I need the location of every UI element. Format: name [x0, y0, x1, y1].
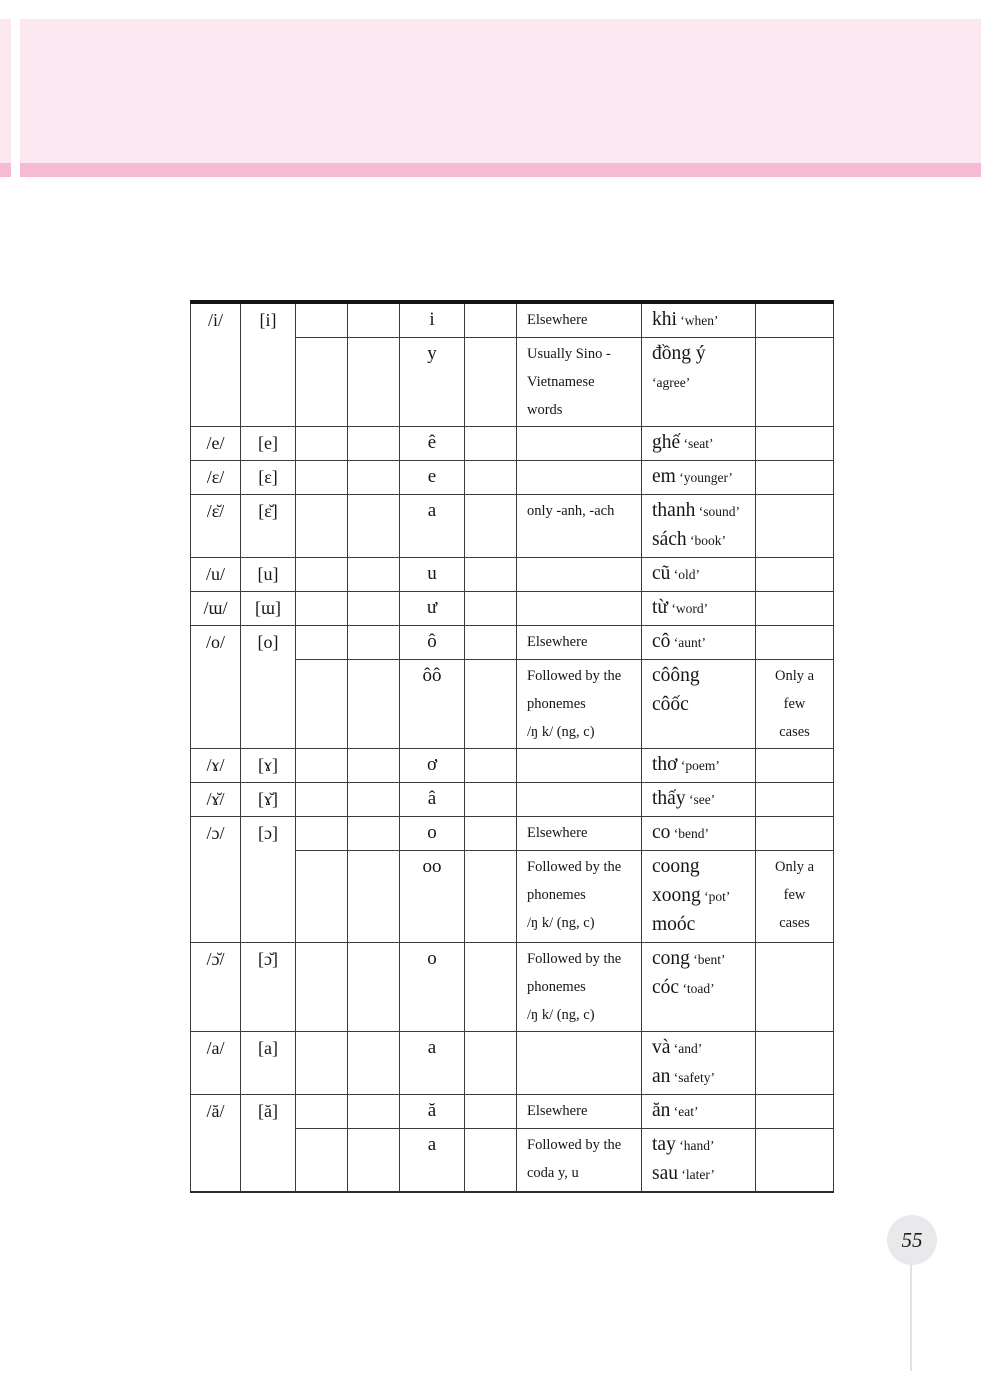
ipa-cell: [a]	[241, 1032, 296, 1095]
banner-left-strip-accent	[0, 163, 11, 177]
example-line	[652, 882, 751, 911]
example-gloss: ‘seat’	[680, 436, 714, 451]
empty-cell	[296, 592, 348, 626]
table-row	[191, 495, 834, 558]
example-word: khi	[652, 309, 677, 330]
table-row	[191, 427, 834, 461]
empty-cell	[348, 943, 400, 1032]
condition-cell	[517, 592, 642, 626]
letter-cell: y	[400, 338, 465, 427]
empty-cell	[296, 338, 348, 427]
example-gloss: ‘safety’	[670, 1070, 716, 1085]
example-gloss: ‘eat’	[670, 1104, 699, 1119]
condition-cell	[517, 943, 642, 1032]
note-cell	[756, 851, 834, 943]
empty-cell	[296, 943, 348, 1032]
empty-cell	[348, 302, 400, 338]
empty-cell	[465, 660, 517, 749]
note-cell	[756, 626, 834, 660]
example-word: thấy	[652, 788, 686, 809]
example-word: thơ	[652, 754, 678, 775]
phoneme-cell: /e/	[191, 427, 241, 461]
page-number-line	[910, 1263, 912, 1371]
example-line	[652, 1063, 751, 1092]
condition-line: Elsewhere	[527, 825, 588, 841]
table-row	[191, 592, 834, 626]
example-cell	[642, 1129, 756, 1193]
empty-cell	[296, 626, 348, 660]
empty-cell	[465, 1129, 517, 1193]
example-cell	[642, 783, 756, 817]
note-cell	[756, 943, 834, 1032]
table-row	[191, 558, 834, 592]
condition-line: words	[527, 402, 563, 418]
note-line: few	[783, 696, 806, 712]
empty-cell	[348, 1095, 400, 1129]
example-line	[652, 911, 751, 940]
empty-cell	[465, 495, 517, 558]
example-line	[652, 560, 751, 589]
example-line	[652, 526, 751, 555]
note-cell	[756, 495, 834, 558]
example-gloss: ‘pot’	[700, 889, 731, 904]
example-gloss: ‘later’	[678, 1167, 715, 1182]
letter-cell: oo	[400, 851, 465, 943]
example-cell	[642, 461, 756, 495]
condition-line: phonemes	[527, 979, 586, 995]
condition-line: Elsewhere	[527, 634, 588, 650]
letter-cell: e	[400, 461, 465, 495]
empty-cell	[348, 427, 400, 461]
example-cell	[642, 338, 756, 427]
example-cell	[642, 495, 756, 558]
example-gloss: ‘hand’	[675, 1138, 715, 1153]
example-line	[652, 463, 751, 492]
phoneme-cell: /ɔ̆/	[191, 943, 241, 1032]
condition-line: phonemes	[527, 887, 586, 903]
example-word: côốc	[652, 694, 689, 715]
empty-cell	[296, 851, 348, 943]
example-gloss: ‘bend’	[670, 826, 710, 841]
empty-cell	[296, 817, 348, 851]
condition-line: Followed by the	[527, 859, 622, 875]
example-line	[652, 853, 751, 882]
letter-cell: a	[400, 495, 465, 558]
example-cell	[642, 851, 756, 943]
banner-left-strip	[0, 19, 11, 177]
note-cell	[756, 749, 834, 783]
example-line	[652, 497, 751, 526]
example-word: và	[652, 1037, 671, 1058]
example-gloss: ‘and’	[670, 1041, 703, 1056]
empty-cell	[348, 592, 400, 626]
condition-cell	[517, 783, 642, 817]
empty-cell	[296, 749, 348, 783]
example-line	[652, 628, 751, 657]
example-word: tay	[652, 1134, 676, 1155]
ipa-cell: [ɔ̆]	[241, 943, 296, 1032]
empty-cell	[296, 302, 348, 338]
condition-line: Followed by the	[527, 668, 622, 684]
condition-line: coda y, u	[527, 1165, 579, 1181]
empty-cell	[465, 851, 517, 943]
ipa-cell: [u]	[241, 558, 296, 592]
condition-cell	[517, 338, 642, 427]
condition-line: Vietnamese	[527, 374, 595, 390]
table-row	[191, 302, 834, 338]
empty-cell	[348, 1129, 400, 1193]
letter-cell: ă	[400, 1095, 465, 1129]
example-line	[652, 306, 751, 335]
ipa-cell: [i]	[241, 302, 296, 427]
empty-cell	[296, 783, 348, 817]
note-cell	[756, 783, 834, 817]
note-cell	[756, 461, 834, 495]
ipa-cell: [ɔ]	[241, 817, 296, 943]
letter-cell: ô	[400, 626, 465, 660]
example-gloss: ‘poem’	[677, 758, 720, 773]
condition-cell	[517, 749, 642, 783]
example-gloss: ‘old’	[670, 567, 701, 582]
empty-cell	[465, 749, 517, 783]
example-line	[652, 1160, 751, 1189]
letter-cell: o	[400, 817, 465, 851]
example-word: coong	[652, 856, 700, 877]
example-word: em	[652, 466, 676, 487]
phoneme-cell: /ɤ̆/	[191, 783, 241, 817]
ipa-cell: [ɛ̆]	[241, 495, 296, 558]
note-cell	[756, 1095, 834, 1129]
example-gloss: ‘younger’	[675, 470, 733, 485]
condition-line: Followed by the	[527, 951, 622, 967]
page-number: 55	[901, 1227, 923, 1252]
example-cell	[642, 626, 756, 660]
empty-cell	[348, 851, 400, 943]
empty-cell	[465, 558, 517, 592]
example-line	[652, 340, 751, 369]
empty-cell	[348, 817, 400, 851]
ipa-cell: [e]	[241, 427, 296, 461]
example-word: từ	[652, 597, 668, 618]
ipa-cell: [o]	[241, 626, 296, 749]
example-gloss: ‘book’	[686, 533, 727, 548]
note-line: cases	[779, 724, 810, 740]
example-word: cong	[652, 948, 690, 969]
condition-line: /ŋ k/ (ng, c)	[527, 1007, 595, 1023]
example-gloss: ‘toad’	[679, 981, 715, 996]
empty-cell	[465, 461, 517, 495]
empty-cell	[296, 461, 348, 495]
condition-line: /ŋ k/ (ng, c)	[527, 915, 595, 931]
example-line	[652, 369, 751, 397]
example-word: thanh	[652, 500, 696, 521]
letter-cell: â	[400, 783, 465, 817]
letter-cell: ôô	[400, 660, 465, 749]
empty-cell	[348, 338, 400, 427]
letter-cell: ê	[400, 427, 465, 461]
empty-cell	[465, 783, 517, 817]
phoneme-cell: /i/	[191, 302, 241, 427]
phoneme-cell: /ă/	[191, 1095, 241, 1193]
example-word: đồng ý	[652, 343, 706, 364]
phoneme-cell: /ɔ/	[191, 817, 241, 943]
phoneme-cell: /ɛ̆/	[191, 495, 241, 558]
letter-cell: ư	[400, 592, 465, 626]
condition-line: /ŋ k/ (ng, c)	[527, 724, 595, 740]
note-cell	[756, 1032, 834, 1095]
condition-line: phonemes	[527, 696, 586, 712]
phoneme-cell: /u/	[191, 558, 241, 592]
note-cell	[756, 302, 834, 338]
condition-cell	[517, 1129, 642, 1193]
letter-cell: i	[400, 302, 465, 338]
example-gloss: ‘see’	[685, 792, 716, 807]
example-line	[652, 1097, 751, 1126]
example-cell	[642, 660, 756, 749]
letter-cell: a	[400, 1129, 465, 1193]
example-word: co	[652, 822, 671, 843]
condition-cell	[517, 1095, 642, 1129]
empty-cell	[296, 1129, 348, 1193]
note-cell	[756, 1129, 834, 1193]
empty-cell	[465, 943, 517, 1032]
empty-cell	[465, 1032, 517, 1095]
note-cell	[756, 558, 834, 592]
example-cell	[642, 427, 756, 461]
table-row	[191, 817, 834, 851]
note-line: Only a	[774, 859, 815, 875]
table-row	[191, 1095, 834, 1129]
empty-cell	[465, 817, 517, 851]
empty-cell	[465, 626, 517, 660]
empty-cell	[296, 1095, 348, 1129]
ipa-cell: [ɯ]	[241, 592, 296, 626]
example-line	[652, 691, 751, 720]
example-cell	[642, 558, 756, 592]
condition-cell	[517, 817, 642, 851]
condition-cell	[517, 851, 642, 943]
empty-cell	[465, 302, 517, 338]
header-banner-accent	[20, 163, 981, 177]
example-line	[652, 1131, 751, 1160]
example-cell	[642, 592, 756, 626]
example-word: cô	[652, 631, 671, 652]
example-cell	[642, 1095, 756, 1129]
vowel-spelling-table	[190, 300, 834, 1193]
table-row	[191, 783, 834, 817]
example-line	[652, 751, 751, 780]
condition-line: Usually Sino -	[527, 346, 611, 362]
condition-cell	[517, 302, 642, 338]
example-word: xoong	[652, 885, 701, 906]
vowel-table-body	[191, 302, 834, 1192]
condition-cell	[517, 495, 642, 558]
example-word: ăn	[652, 1100, 671, 1121]
example-line	[652, 785, 751, 814]
ipa-cell: [ɛ]	[241, 461, 296, 495]
example-gloss: ‘bent’	[689, 952, 726, 967]
note-cell	[756, 660, 834, 749]
empty-cell	[348, 749, 400, 783]
empty-cell	[465, 592, 517, 626]
phoneme-cell: /o/	[191, 626, 241, 749]
example-word: cóc	[652, 977, 680, 998]
example-cell	[642, 749, 756, 783]
note-line: cases	[779, 915, 810, 931]
example-line	[652, 662, 751, 691]
example-gloss: ‘sound’	[695, 504, 740, 519]
table-row	[191, 1032, 834, 1095]
empty-cell	[296, 495, 348, 558]
condition-line: only -anh, -ach	[527, 503, 615, 519]
empty-cell	[296, 558, 348, 592]
condition-cell	[517, 660, 642, 749]
example-word: cũ	[652, 563, 671, 584]
empty-cell	[348, 461, 400, 495]
example-line	[652, 974, 751, 1003]
example-word: moóc	[652, 914, 696, 935]
empty-cell	[348, 783, 400, 817]
example-line	[652, 819, 751, 848]
note-cell	[756, 817, 834, 851]
note-cell	[756, 592, 834, 626]
note-cell	[756, 338, 834, 427]
table-row	[191, 943, 834, 1032]
empty-cell	[296, 427, 348, 461]
condition-cell	[517, 427, 642, 461]
example-line	[652, 945, 751, 974]
example-cell	[642, 817, 756, 851]
example-word: sau	[652, 1163, 678, 1184]
ipa-cell: [ă]	[241, 1095, 296, 1193]
condition-cell	[517, 626, 642, 660]
condition-cell	[517, 1032, 642, 1095]
phoneme-cell: /ɤ/	[191, 749, 241, 783]
condition-cell	[517, 558, 642, 592]
empty-cell	[348, 1032, 400, 1095]
table-row	[191, 461, 834, 495]
condition-line: Followed by the	[527, 1137, 622, 1153]
letter-cell: u	[400, 558, 465, 592]
empty-cell	[348, 495, 400, 558]
empty-cell	[348, 626, 400, 660]
empty-cell	[465, 1095, 517, 1129]
ipa-cell: [ɤ]	[241, 749, 296, 783]
condition-line: Elsewhere	[527, 1103, 588, 1119]
empty-cell	[296, 660, 348, 749]
letter-cell: o	[400, 943, 465, 1032]
page-number-badge	[887, 1215, 937, 1265]
note-line: few	[783, 887, 806, 903]
note-line: Only a	[774, 668, 815, 684]
example-gloss: ‘agree’	[652, 375, 691, 390]
example-cell	[642, 1032, 756, 1095]
ipa-cell: [ɤ̆]	[241, 783, 296, 817]
example-line	[652, 429, 751, 458]
note-cell	[756, 427, 834, 461]
phoneme-cell: /ɛ/	[191, 461, 241, 495]
example-line	[652, 594, 751, 623]
table-row	[191, 749, 834, 783]
example-gloss: ‘when’	[676, 313, 719, 328]
letter-cell: ơ	[400, 749, 465, 783]
example-word: an	[652, 1066, 671, 1087]
header-banner	[20, 19, 981, 177]
example-word: sách	[652, 529, 687, 550]
example-gloss: ‘aunt’	[670, 635, 707, 650]
empty-cell	[465, 427, 517, 461]
table-row	[191, 626, 834, 660]
empty-cell	[465, 338, 517, 427]
empty-cell	[348, 660, 400, 749]
example-word: ghế	[652, 432, 681, 453]
phoneme-cell: /ɯ/	[191, 592, 241, 626]
phoneme-cell: /a/	[191, 1032, 241, 1095]
example-word: côông	[652, 665, 700, 686]
letter-cell: a	[400, 1032, 465, 1095]
empty-cell	[348, 558, 400, 592]
example-cell	[642, 943, 756, 1032]
example-line	[652, 1034, 751, 1063]
condition-cell	[517, 461, 642, 495]
condition-line: Elsewhere	[527, 312, 588, 328]
example-cell	[642, 302, 756, 338]
example-gloss: ‘word’	[668, 601, 709, 616]
empty-cell	[296, 1032, 348, 1095]
